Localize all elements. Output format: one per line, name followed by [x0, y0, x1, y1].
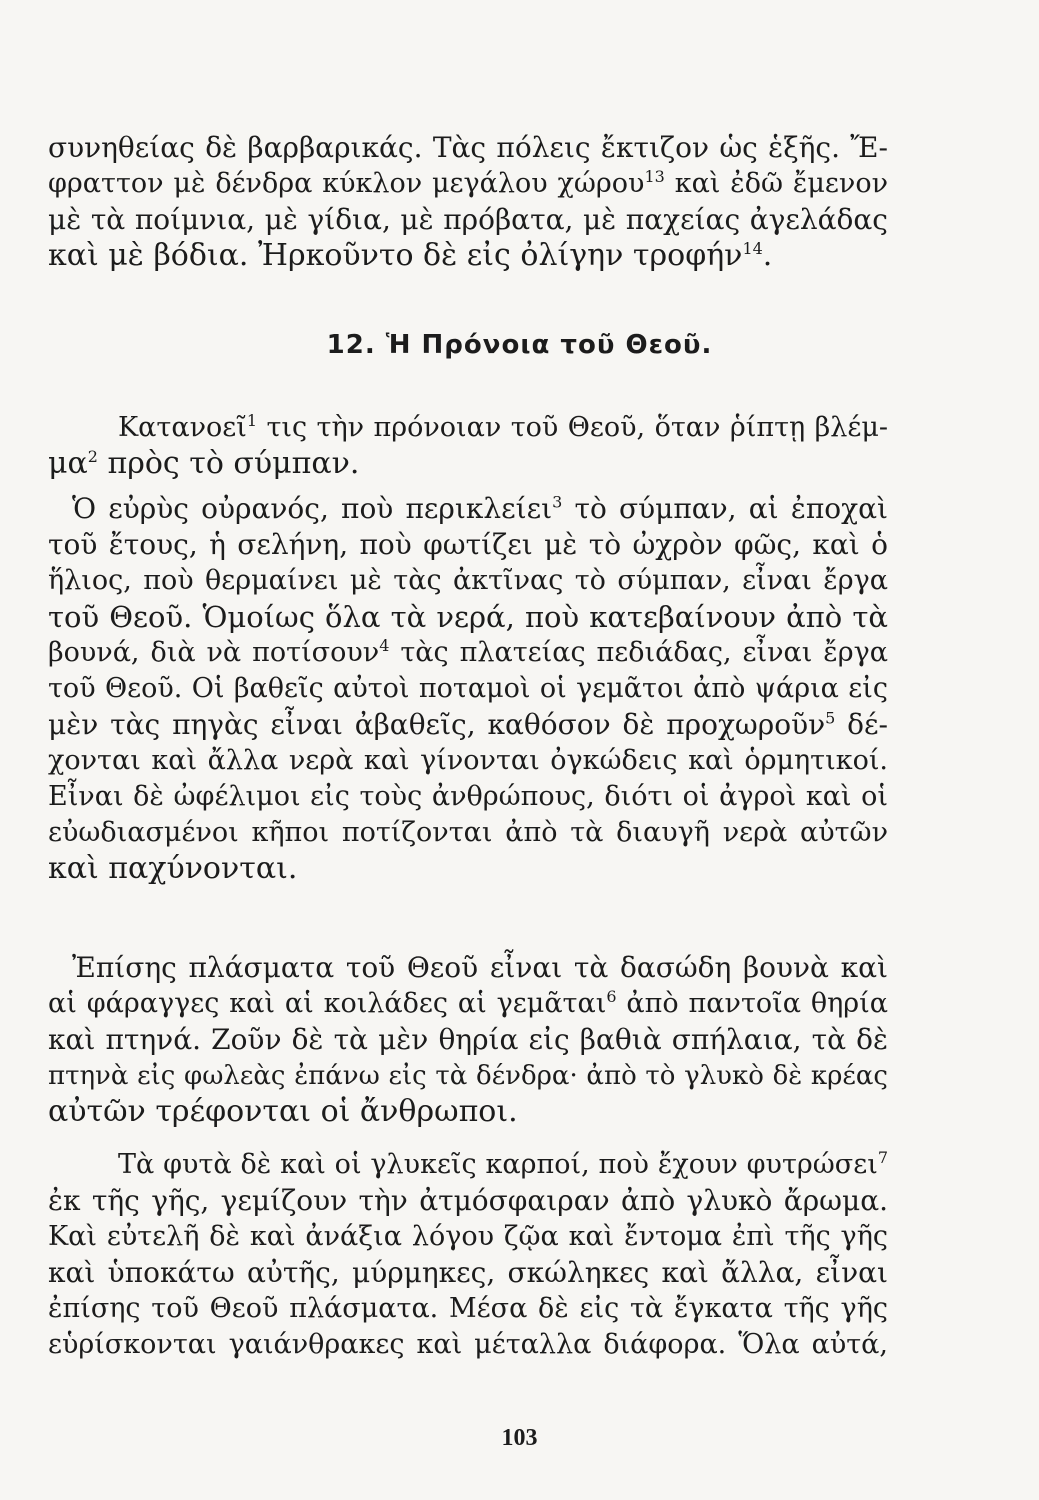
- text-line-content: αἱ φάραγγες καὶ αἱ κοιλάδες αἱ γεμᾶται: [48, 988, 607, 1019]
- text-line-content: καὶ ὑποκάτω αὐτῆς, μύρμηκες, σκώληκες καὶ ἄλλα, εἶναι: [48, 1256, 888, 1289]
- text-line-content: αὐτῶν τρέφονται οἱ ἄνθρωποι.: [48, 1094, 518, 1129]
- text-line-content: μὲν τὰς πηγὰς εἶναι ἀβαθεῖς, καθόσον δὲ προχωροῦν: [48, 708, 826, 741]
- text-line-content: βουνά, διὰ νὰ ποτίσουν: [48, 637, 380, 668]
- text-line-content: καὶ μὲ βόδια. Ἠρκοῦντο δὲ εἰς ὀλίγην τροφήν: [48, 238, 743, 273]
- text-line-content: Εἶναι δὲ ὠφέλιμοι εἰς τοὺς ἀνθρώπους, διότι οἱ ἀγροὶ καὶ οἱ: [48, 781, 888, 812]
- text-line: [48, 1255, 888, 1291]
- text-line-content: τοῦ Θεοῦ. Οἱ βαθεῖς αὐτοὶ ποταμοὶ οἱ γεμᾶτοι ἀπὸ ψάρια εἰς: [48, 673, 888, 704]
- text-line: [48, 1022, 888, 1058]
- text-line-content: πτηνὰ εἰς φωλεὰς ἐπάνω εἰς τὰ δένδρα· ἀπὸ τὸ γλυκὸ δὲ κρέας: [48, 1061, 888, 1091]
- footnote-marker: 13: [644, 167, 665, 186]
- text-line-content: τοῦ Θεοῦ. Ὁμοίως ὅλα τὰ νερά, ποὺ κατεβαίνουν ἀπὸ τὰ: [48, 600, 888, 634]
- text-line-content: εὑρίσκονται γαιάνθρακες καὶ μέταλλα διάφορα. Ὅλα αὐτά,: [48, 1329, 888, 1360]
- paragraph-4: [48, 1147, 888, 1363]
- text-line: [48, 1327, 888, 1363]
- text-line: [48, 635, 888, 671]
- text-line: [48, 671, 888, 707]
- text-line: [48, 491, 888, 527]
- paragraph-1: [48, 410, 888, 482]
- footnote-marker: 4: [379, 636, 390, 655]
- text-line-content: εὐωδιασμένοι κῆποι ποτίζονται ἀπὸ τὰ διαυγῆ νερὰ αὐτῶν: [48, 817, 888, 848]
- text-line-content: Ὁ εὐρὺς οὐρανός, ποὺ περικλείει: [72, 492, 553, 525]
- text-line-content: Κατανοεῖ: [118, 412, 247, 443]
- text-line: [48, 130, 888, 166]
- footnote-marker: 1: [246, 411, 258, 430]
- text-line: [48, 599, 888, 635]
- text-line: [48, 1147, 888, 1183]
- text-line: [48, 950, 888, 986]
- text-line-content: Ἐπίσης πλάσματα τοῦ Θεοῦ εἶναι τὰ δασώδη βουνὰ καὶ: [72, 951, 888, 984]
- footnote-marker: 14: [742, 239, 763, 258]
- text-line: [48, 563, 888, 599]
- text-line-content: συνηθείας δὲ βαρβαρικάς. Τὰς πόλεις ἔκτιζον ὡς ἑξῆς. Ἔ-: [48, 131, 888, 164]
- text-line-content: δέ-: [835, 708, 888, 741]
- text-line-content: καὶ πτηνά. Ζοῦν δὲ τὰ μὲν θηρία εἰς βαθιὰ σπήλαια, τὰ δὲ: [48, 1023, 888, 1056]
- text-line: [48, 1094, 888, 1130]
- text-line: [48, 202, 888, 238]
- footnote-marker: 7: [877, 1148, 888, 1167]
- text-line-content: ἥλιος, ποὺ θερμαίνει μὲ τὰς ἀκτῖνας τὸ σύμπαν, εἶναι ἔργα: [48, 565, 888, 596]
- footnote-marker: 6: [606, 987, 617, 1006]
- text-line-content: μα: [48, 446, 88, 481]
- paragraph-3: [48, 950, 888, 1130]
- text-line-content: ἀπὸ παντοῖα θηρία: [616, 988, 888, 1019]
- text-line-content: Τὰ φυτὰ δὲ καὶ οἱ γλυκεῖς καρποί, ποὺ ἔχουν φυτρώσει: [118, 1149, 878, 1180]
- text-line-content: φραττον μὲ δένδρα κύκλον μεγάλου χώρου: [48, 168, 645, 199]
- text-line: [48, 527, 888, 563]
- text-line-content: χονται καὶ ἄλλα νερὰ καὶ γίνονται ὀγκώδεις καὶ ὁρμητικοί.: [48, 745, 888, 776]
- text-line-content: ἐπίσης τοῦ Θεοῦ πλάσματα. Μέσα δὲ εἰς τὰ ἔγκατα τῆς γῆς: [48, 1293, 888, 1324]
- text-line-content: ἐκ τῆς γῆς, γεμίζουν τὴν ἀτμόσφαιραν ἀπὸ γλυκὸ ἄρωμα.: [48, 1184, 888, 1217]
- text-line-content: πρὸς τὸ σύμπαν.: [97, 446, 360, 481]
- section-heading: 12. Ἡ Πρόνοια τοῦ Θεοῦ.: [326, 330, 713, 360]
- text-line-content: τὰς πλατείας πεδιάδας, εἶναι ἔργα: [389, 637, 889, 668]
- text-line: [48, 166, 888, 202]
- text-line-content: καὶ παχύνονται.: [48, 851, 298, 886]
- text-line: [48, 851, 888, 887]
- text-line: [48, 707, 888, 743]
- text-line: [48, 1058, 888, 1094]
- text-line: [48, 743, 888, 779]
- paragraph-2: [48, 491, 888, 887]
- text-line-content: τοῦ ἔτους, ἡ σελήνη, ποὺ φωτίζει μὲ τὸ ὠχρὸν φῶς, καὶ ὁ: [48, 528, 888, 561]
- text-line-content: μὲ τὰ ποίμνια, μὲ γίδια, μὲ πρόβατα, μὲ παχείας ἀγελάδας: [48, 203, 888, 236]
- text-line: [48, 1183, 888, 1219]
- text-line: [48, 238, 888, 274]
- text-line: [48, 815, 888, 851]
- text-line: [48, 779, 888, 815]
- text-line: [48, 986, 888, 1022]
- text-line-content: τὸ σύμπαν, αἱ ἐποχαὶ: [562, 492, 888, 525]
- text-line-content: τις τὴν πρόνοιαν τοῦ Θεοῦ, ὅταν ῥίπτῃ βλέμ-: [257, 412, 888, 443]
- text-line-content: Καὶ εὐτελῆ δὲ καὶ ἀνάξια λόγου ζῷα καὶ ἔντομα ἐπὶ τῆς γῆς: [48, 1221, 888, 1252]
- text-line: [48, 1219, 888, 1255]
- footnote-marker: 2: [87, 447, 98, 466]
- text-line-content: καὶ ἐδῶ ἔμενον: [674, 168, 888, 199]
- page-number: 103: [501, 1425, 538, 1451]
- text-line: [48, 1291, 888, 1327]
- intro-paragraph: [48, 130, 888, 274]
- text-line: [48, 410, 888, 446]
- text-line: [48, 446, 888, 482]
- footnote-marker: 5: [825, 708, 836, 728]
- text-line-content: .: [762, 238, 773, 273]
- footnote-marker: 3: [552, 492, 563, 512]
